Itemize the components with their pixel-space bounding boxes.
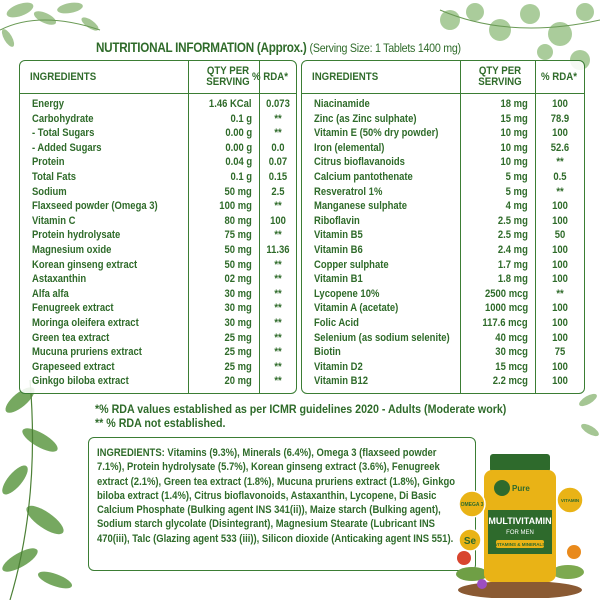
table-row (20, 228, 296, 243)
rda-percent: 100 (270, 214, 286, 227)
rda-percent: ** (274, 273, 282, 286)
quantity-per-serving: 50 mg (224, 258, 252, 271)
rda-percent: 78.9 (550, 112, 570, 125)
rda-percent: 100 (552, 331, 568, 344)
quantity-per-serving: 0.1 g (230, 170, 252, 183)
ingredient-name: Fenugreek extract (32, 302, 114, 315)
header-rda: % RDA* (251, 70, 289, 83)
ingredient-name: Sodium (32, 185, 67, 198)
quantity-per-serving: 02 mg (224, 273, 252, 286)
table-row (20, 199, 296, 214)
product-subtitle: FOR MEN (506, 530, 534, 536)
quantity-per-serving: 100 mg (219, 200, 252, 213)
rda-percent: ** (274, 316, 282, 329)
rda-percent: ** (274, 112, 282, 125)
quantity-per-serving: 10 mg (500, 156, 528, 169)
quantity-per-serving: 15 mcg (495, 360, 528, 373)
quantity-per-serving: 0.04 g (225, 156, 252, 169)
rda-percent: ** (274, 346, 282, 359)
ingredient-name: Niacinamide (314, 98, 370, 110)
ingredient-name: Vitamin D2 (314, 360, 363, 373)
ingredient-name: Vitamin A (acetate) (314, 302, 399, 315)
ingredient-name: Vitamin B5 (314, 229, 363, 242)
footnote-rda: *% RDA values established as per ICMR guidelines 2020 - Adults (Moderate work) (95, 402, 507, 416)
product-brand: Pure (512, 484, 530, 493)
quantity-per-serving: 1000 mcg (484, 302, 528, 315)
table-row (302, 272, 584, 287)
ingredient-name: Astaxanthin (32, 273, 87, 286)
rda-percent: ** (556, 287, 564, 300)
rda-percent: 52.6 (550, 141, 570, 154)
table-row (20, 185, 296, 200)
rda-percent: 0.15 (268, 170, 288, 183)
quantity-per-serving: 75 mg (224, 229, 252, 242)
foliage-bottom-left (0, 360, 90, 600)
ingredient-name: - Total Sugars (32, 127, 95, 140)
ingredient-name: Carbohydrate (32, 112, 94, 125)
rda-percent: 0.5 (553, 170, 567, 183)
table-row (302, 243, 584, 258)
ingredients-text: INGREDIENTS: Vitamins (9.3%), Minerals (6.4%), Omega 3 (flaxseed powder 7.1%), Protein hydrolysate (5.7%), Korean ginseng extract (3.6%), Fenugreek extract (2.1%), Green tea extract (1.8%), Mucuna pruriens extract (1.8%), Ginkgo biloba extract (1.4%), Citrus bioflavonoids, Astaxanthin, Lycopene, Di Basic Calcium Phosphate (Bulking agent INS 341(ii)), Maize starch (Bulking agent), Sodium starch glycolate (Disintegrant), Magnesium Stearate (Lubricant INS 470(iii), Talc (Glazing agent 533 (iii)), Silicon dioxide (Anticaking agent INS 551). (97, 447, 456, 545)
header-qty-line2: SERVING (206, 76, 250, 88)
ingredients-box (88, 437, 476, 571)
table-row (20, 345, 296, 360)
quantity-per-serving: 25 mg (224, 331, 252, 344)
rda-percent: 50 (554, 229, 566, 242)
table-row (20, 287, 296, 302)
quantity-per-serving: 2.5 mg (498, 229, 528, 242)
rda-percent: ** (556, 156, 564, 169)
header-qty-line2: SERVING (478, 76, 522, 88)
ingredient-name: Iron (elemental) (314, 141, 385, 154)
table-row (302, 316, 584, 331)
rda-percent: ** (274, 360, 282, 373)
ingredient-name: Zinc (as Zinc sulphate) (314, 112, 417, 125)
table-header (302, 61, 584, 94)
ingredient-name: Calcium pantothenate (314, 170, 413, 183)
quantity-per-serving: 1.8 mg (498, 273, 528, 286)
ingredient-name: Citrus bioflavanoids (314, 156, 405, 169)
ingredient-name: Biotin (314, 346, 341, 359)
rda-percent: ** (274, 258, 282, 271)
rda-percent: 100 (552, 316, 568, 329)
quantity-per-serving: 2.5 mg (498, 214, 528, 227)
quantity-per-serving: 2.4 mg (498, 243, 528, 256)
ingredient-name: Energy (32, 98, 65, 110)
rda-percent: ** (274, 331, 282, 344)
header-qty-line1: QTY PER (478, 65, 522, 77)
selenium-badge-label: Se (463, 536, 477, 547)
ingredient-name: Vitamin C (32, 214, 76, 227)
table-row (302, 287, 584, 302)
ingredient-name: Moringa oleifera extract (32, 316, 139, 329)
table-row (302, 185, 584, 200)
quantity-per-serving: 15 mg (500, 112, 528, 125)
rda-percent: 75 (554, 346, 566, 359)
table-row (302, 258, 584, 273)
ingredient-name: Folic Acid (314, 316, 359, 329)
rda-percent: ** (274, 200, 282, 213)
table-row (20, 141, 296, 156)
rda-percent: 100 (552, 127, 568, 140)
table-row (302, 345, 584, 360)
table-row (20, 155, 296, 170)
quantity-per-serving: 50 mg (224, 185, 252, 198)
ingredient-name: Vitamin B1 (314, 273, 363, 286)
quantity-per-serving: 10 mg (500, 127, 528, 140)
table-row (20, 331, 296, 346)
table-body (302, 97, 584, 389)
nutrition-title (96, 40, 509, 55)
ingredient-name: Vitamin B12 (314, 375, 368, 388)
table-row (20, 374, 296, 389)
brand-logo (494, 480, 510, 496)
table-row (302, 360, 584, 375)
rda-percent: 100 (552, 360, 568, 373)
rda-percent: 100 (552, 258, 568, 271)
rda-percent: 100 (552, 214, 568, 227)
rda-percent: ** (274, 302, 282, 315)
header-ingredients: INGREDIENTS (312, 70, 379, 83)
header-ingredients: INGREDIENTS (30, 70, 97, 83)
quantity-per-serving: 40 mcg (495, 331, 528, 344)
product-bottle-image (450, 448, 590, 598)
table-row (20, 112, 296, 127)
table-row (302, 331, 584, 346)
rda-percent: 0.0 (271, 141, 285, 154)
quantity-per-serving: 5 mg (505, 185, 528, 198)
title-main: NUTRITIONAL INFORMATION (Approx.) (96, 40, 307, 55)
table-row (20, 214, 296, 229)
quantity-per-serving: 117.6 mcg (482, 316, 528, 329)
table-row (302, 170, 584, 185)
table-row (302, 228, 584, 243)
ingredient-name: Lycopene 10% (314, 287, 380, 300)
ingredient-name: Green tea extract (32, 331, 110, 344)
quantity-per-serving: 30 mg (224, 287, 252, 300)
rda-percent: 100 (552, 200, 568, 213)
table-row (302, 214, 584, 229)
table-row (20, 316, 296, 331)
rda-percent: 100 (552, 243, 568, 256)
ingredient-name: Alfa alfa (32, 287, 69, 300)
quantity-per-serving: 50 mg (224, 243, 252, 256)
ingredient-name: Korean ginseng extract (32, 258, 138, 271)
rda-percent: ** (274, 375, 282, 388)
quantity-per-serving: 1.7 mg (498, 258, 528, 271)
quantity-per-serving: 30 mcg (495, 346, 528, 359)
table-row (302, 374, 584, 389)
omega-badge-label: OMEGA 3 (460, 502, 484, 508)
quantity-per-serving: 4 mg (505, 200, 528, 213)
quantity-per-serving: 25 mg (224, 346, 252, 359)
table-row (302, 141, 584, 156)
rda-percent: ** (274, 287, 282, 300)
product-badge: VITAMINS & MINERALS (494, 542, 546, 547)
header-qty-line1: QTY PER (206, 65, 250, 77)
table-row (302, 155, 584, 170)
ingredient-name: Protein hydrolysate (32, 229, 121, 242)
rda-percent: 2.5 (271, 185, 285, 198)
table-row (20, 170, 296, 185)
table-row (20, 243, 296, 258)
ingredient-name: - Added Sugars (32, 141, 102, 154)
quantity-per-serving: 30 mg (224, 302, 252, 315)
table-row (20, 301, 296, 316)
rda-percent: ** (274, 127, 282, 140)
ingredient-name: Manganese sulphate (314, 200, 408, 213)
bottle-cap (490, 454, 550, 472)
table-row (20, 360, 296, 375)
table-row (20, 258, 296, 273)
quantity-per-serving: 2.2 mcg (492, 375, 528, 388)
table-body (20, 97, 296, 389)
ingredient-name: Grapeseed extract (32, 360, 115, 373)
ingredient-name: Selenium (as sodium selenite) (314, 331, 450, 344)
product-name: MULTIVITAMIN (488, 516, 552, 526)
quantity-per-serving: 30 mg (224, 316, 252, 329)
title-serving-size: (Serving Size: 1 Tablets 1400 mg) (309, 41, 461, 55)
rda-percent: 11.36 (266, 243, 290, 256)
table-row (302, 97, 584, 112)
rda-percent: ** (556, 185, 564, 198)
ingredient-name: Total Fats (32, 170, 76, 183)
header-rda: % RDA* (540, 70, 578, 83)
ingredient-name: Mucuna pruriens extract (32, 346, 142, 359)
rda-percent: 100 (552, 98, 568, 110)
quantity-per-serving: 1.46 KCal (209, 98, 252, 110)
rda-percent: 0.07 (268, 156, 288, 169)
table-row (302, 126, 584, 141)
rda-percent: 0.073 (266, 98, 290, 110)
ingredient-name: Vitamin E (50% dry powder) (314, 127, 439, 140)
rda-percent: 100 (552, 302, 568, 315)
quantity-per-serving: 10 mg (500, 141, 528, 154)
rda-percent: 100 (552, 273, 568, 286)
ingredient-name: Resveratrol 1% (314, 185, 383, 198)
quantity-per-serving: 0.1 g (230, 112, 252, 125)
product-platter (458, 581, 582, 598)
ingredient-name: Flaxseed powder (Omega 3) (32, 200, 158, 213)
vitamin-badge-label: VITAMIN (560, 498, 580, 503)
table-row (302, 199, 584, 214)
rda-percent: 100 (552, 375, 568, 388)
quantity-per-serving: 80 mg (224, 214, 252, 227)
quantity-per-serving: 20 mg (224, 375, 252, 388)
quantity-per-serving: 0.00 g (225, 141, 252, 154)
rda-percent: ** (274, 229, 282, 242)
header-qty (468, 61, 531, 93)
nutrition-table-right (301, 60, 585, 394)
table-row (302, 301, 584, 316)
quantity-per-serving: 2500 mcg (484, 287, 528, 300)
quantity-per-serving: 5 mg (505, 170, 528, 183)
ingredient-name: Copper sulphate (314, 258, 389, 271)
footnotes (95, 402, 506, 431)
table-header (20, 61, 296, 94)
quantity-per-serving: 25 mg (224, 360, 252, 373)
ingredient-name: Ginkgo biloba extract (32, 375, 129, 388)
footnote-not-established: ** % RDA not established. (95, 416, 226, 431)
ingredient-name: Magnesium oxide (32, 243, 112, 256)
ingredient-name: Protein (32, 156, 65, 169)
table-row (20, 272, 296, 287)
quantity-per-serving: 0.00 g (225, 127, 252, 140)
ingredient-name: Riboflavin (314, 214, 360, 227)
quantity-per-serving: 18 mg (500, 98, 528, 110)
nutrition-table-left (19, 60, 297, 394)
ingredient-name: Vitamin B6 (314, 243, 363, 256)
table-row (20, 97, 296, 112)
table-row (302, 112, 584, 127)
table-row (20, 126, 296, 141)
